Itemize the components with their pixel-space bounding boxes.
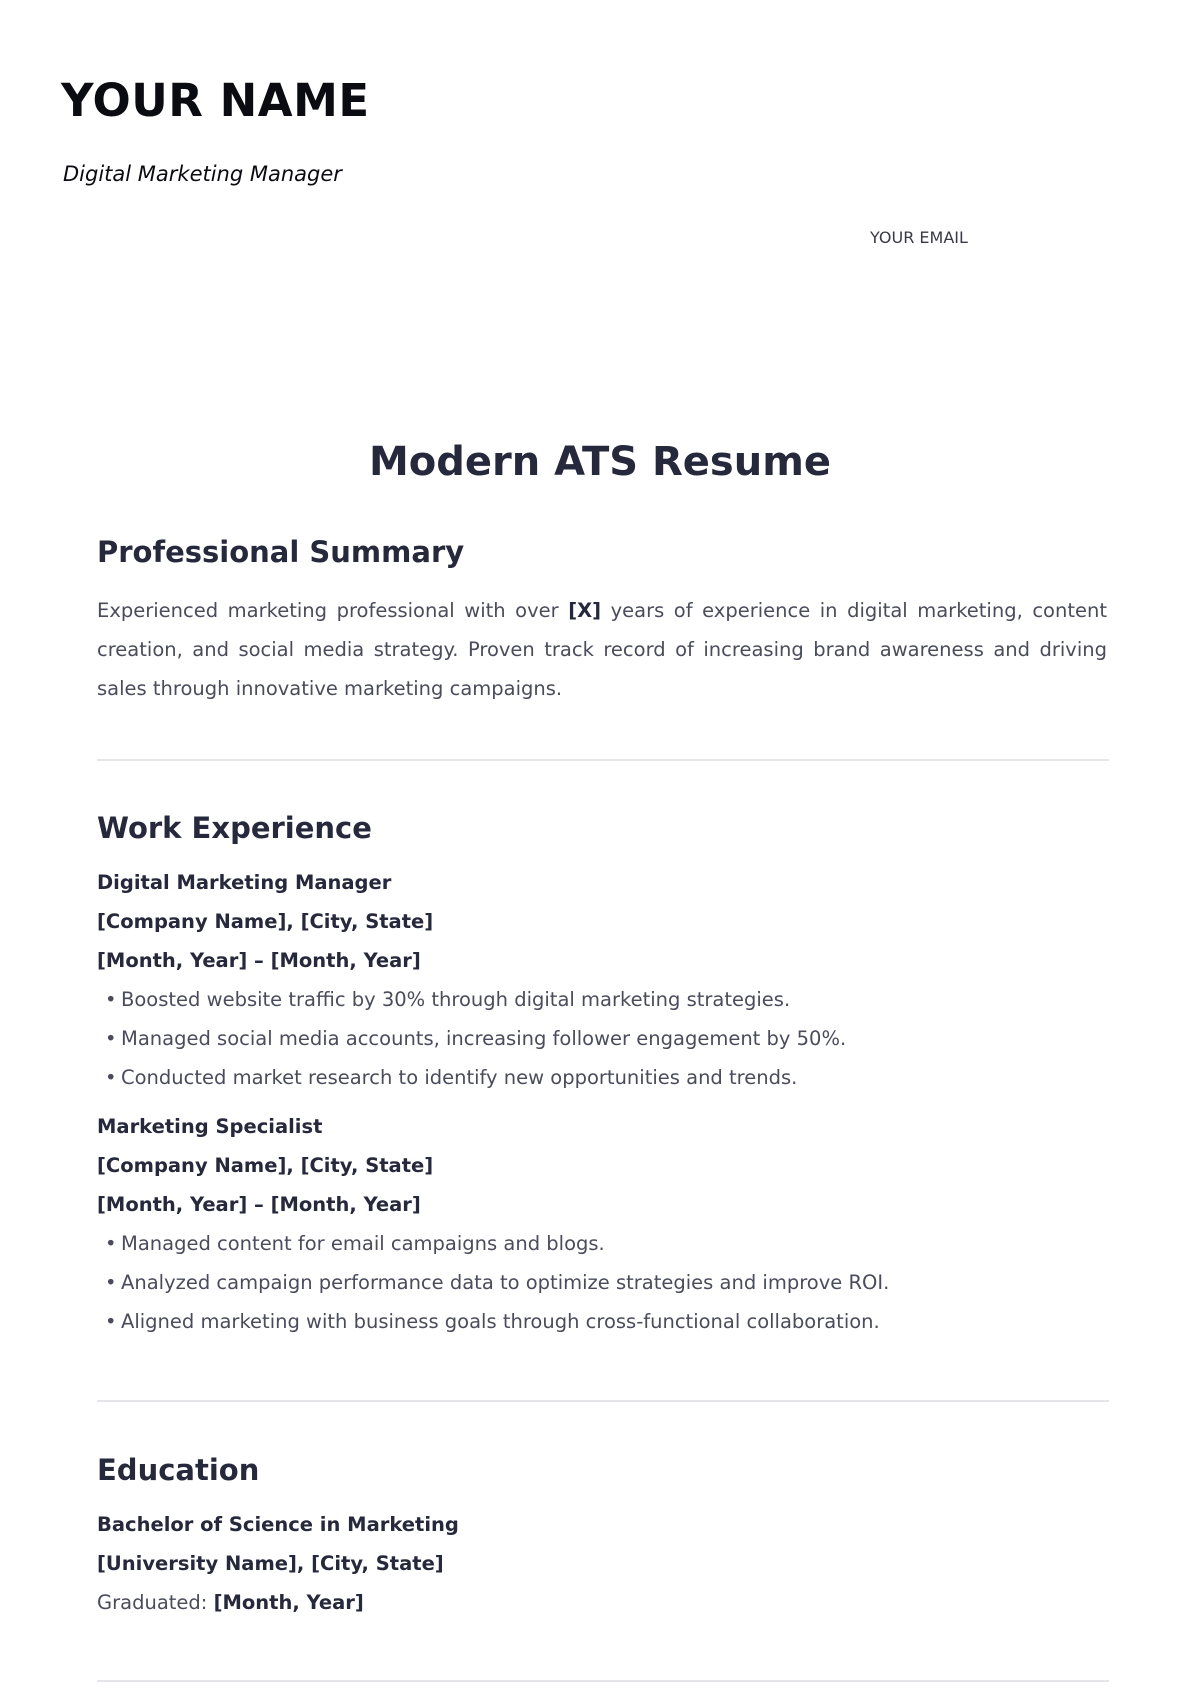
education-section — [97, 1454, 1109, 1622]
section-divider — [97, 1400, 1109, 1402]
job-bullets — [97, 1224, 1109, 1341]
job-role: Digital Marketing Manager — [63, 162, 342, 186]
graduated-label: Graduated: — [97, 1591, 214, 1615]
experience-heading: Work Experience — [97, 811, 372, 845]
education-entry — [97, 1505, 1109, 1622]
education-heading: Education — [97, 1453, 260, 1487]
bullet-icon: • — [105, 1027, 117, 1051]
section-divider — [97, 1680, 1109, 1682]
job-title: Digital Marketing Manager — [97, 871, 392, 895]
school: [University Name], [City, State] — [97, 1552, 444, 1576]
graduated-date: [Month, Year] — [213, 1591, 364, 1615]
bullet-icon: • — [105, 1310, 117, 1334]
bullet-icon: • — [105, 988, 117, 1012]
job-title: Marketing Specialist — [97, 1115, 323, 1139]
bullet-item — [105, 1263, 1109, 1302]
summary-heading: Professional Summary — [97, 535, 465, 569]
job-entry — [97, 1107, 1109, 1341]
bullet-icon: • — [105, 1232, 117, 1256]
bullet-item — [105, 1058, 1109, 1097]
degree: Bachelor of Science in Marketing — [97, 1513, 459, 1537]
summary-section — [97, 536, 1109, 708]
bullet-icon: • — [105, 1271, 117, 1295]
job-dates: [Month, Year] – [Month, Year] — [97, 1193, 421, 1217]
bullet-text: Managed social media accounts, increasing follower engagement by 50%. — [121, 1027, 847, 1051]
summary-text-after: years of experience in digital marketing, content creation, and social media strategy. Proven track record of increasing brand awareness and driving sales through innovative marketing campaigns. — [97, 599, 1107, 701]
experience-section — [97, 812, 1109, 1341]
job-dates: [Month, Year] – [Month, Year] — [97, 949, 421, 973]
resume-name: YOUR NAME — [61, 74, 370, 127]
job-company: [Company Name], [City, State] — [97, 910, 434, 934]
graduation — [97, 1583, 1109, 1622]
contact-email: YOUR EMAIL — [870, 228, 968, 247]
bullet-item — [105, 1224, 1109, 1263]
section-divider — [97, 759, 1109, 761]
summary-text-before: Experienced marketing professional with over — [97, 599, 569, 623]
years-placeholder: [X] — [568, 599, 602, 623]
document-title: Modern ATS Resume — [368, 439, 832, 485]
bullet-text: Managed content for email campaigns and blogs. — [121, 1232, 605, 1256]
job-company: [Company Name], [City, State] — [97, 1154, 434, 1178]
job-entry — [97, 863, 1109, 1097]
bullet-text: Analyzed campaign performance data to optimize strategies and improve ROI. — [121, 1271, 890, 1295]
bullet-text: Boosted website traffic by 30% through digital marketing strategies. — [121, 988, 791, 1012]
bullet-text: Conducted market research to identify new opportunities and trends. — [121, 1066, 798, 1090]
job-bullets — [97, 980, 1109, 1097]
bullet-item — [105, 980, 1109, 1019]
bullet-item — [105, 1302, 1109, 1341]
bullet-text: Aligned marketing with business goals through cross-functional collaboration. — [121, 1310, 880, 1334]
summary-text — [97, 591, 1107, 708]
bullet-item — [105, 1019, 1109, 1058]
bullet-icon: • — [105, 1066, 117, 1090]
